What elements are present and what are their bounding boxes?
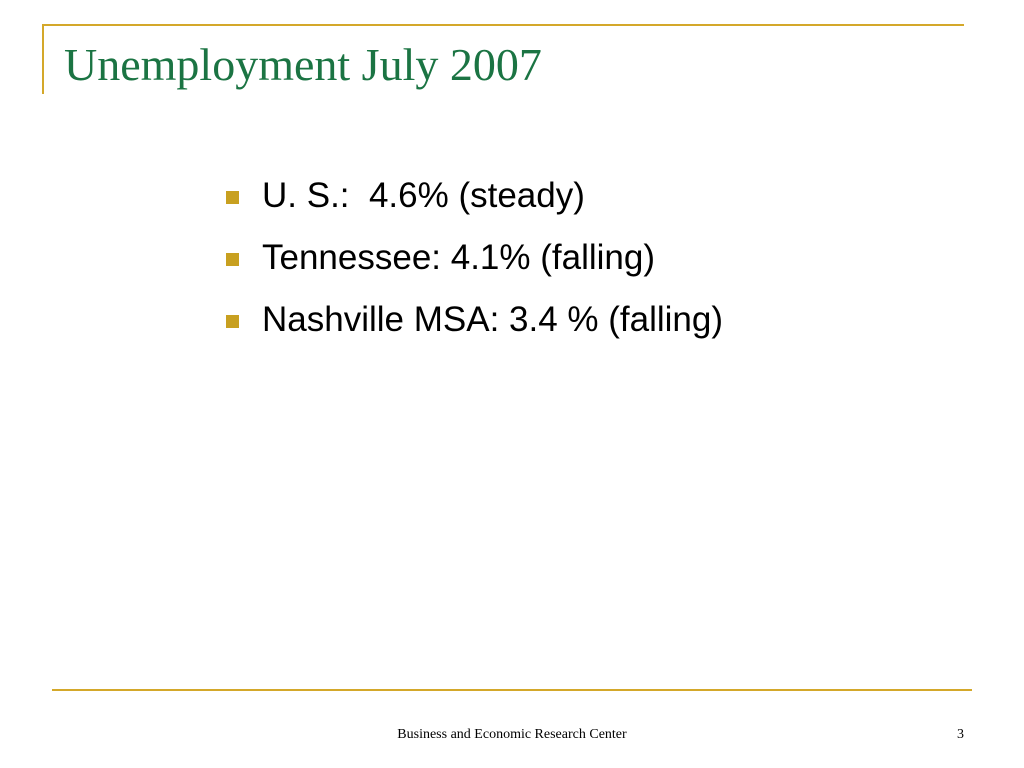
footer-organization: Business and Economic Research Center — [397, 727, 627, 742]
square-bullet-icon — [226, 253, 239, 266]
footer-rule — [52, 689, 972, 691]
bullet-text-tennessee: Tennessee: 4.1% (falling) — [262, 238, 655, 277]
bullet-item-us — [226, 170, 585, 232]
title-frame-top-rule — [42, 24, 964, 26]
title-frame-left-rule — [42, 24, 44, 94]
page-number: 3 — [957, 727, 964, 742]
slide-title: Unemployment July 2007 — [64, 39, 542, 90]
square-bullet-icon — [226, 315, 239, 328]
bullet-text-nashville: Nashville MSA: 3.4 % (falling) — [262, 300, 723, 339]
bullet-item-nashville — [226, 294, 723, 356]
bullet-item-tennessee — [226, 232, 655, 294]
bullet-text-us: U. S.: 4.6% (steady) — [262, 176, 585, 215]
square-bullet-icon — [226, 191, 239, 204]
bullet-list — [226, 170, 723, 356]
